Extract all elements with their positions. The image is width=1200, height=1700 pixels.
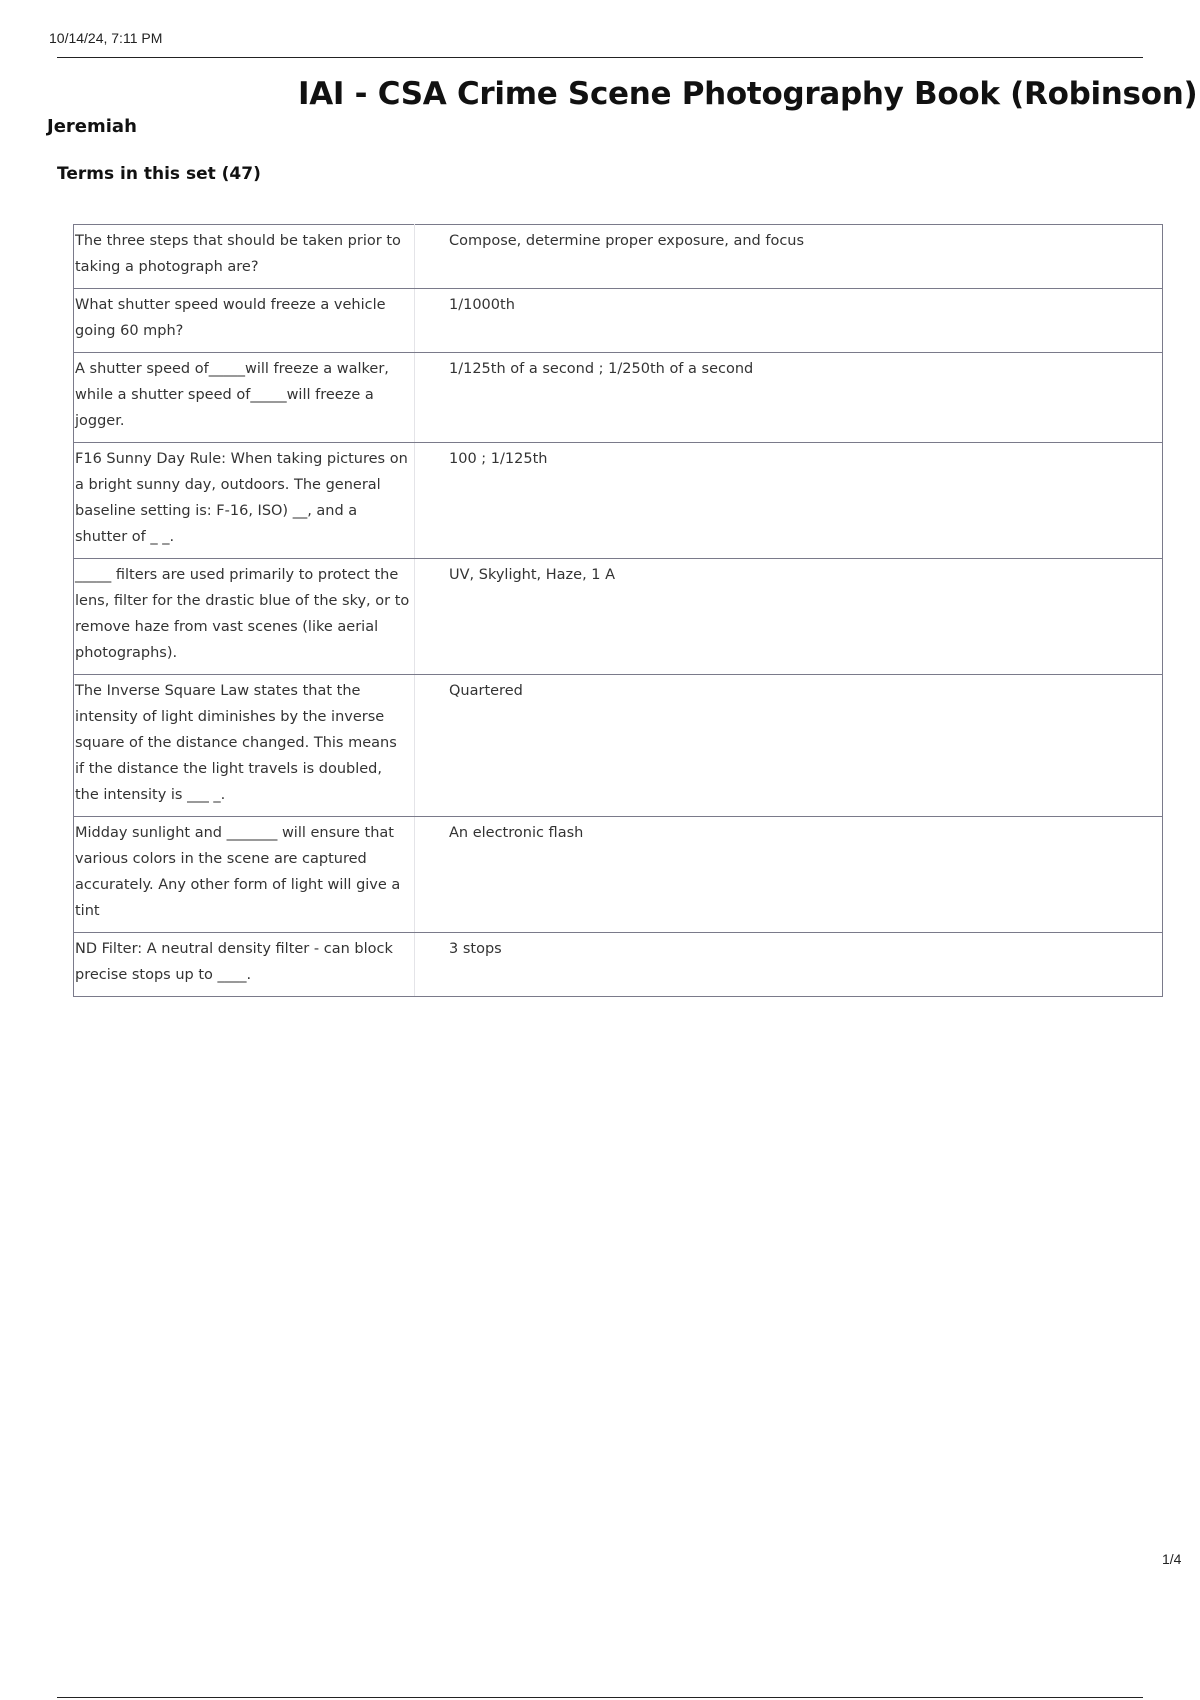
header-rule [57, 57, 1143, 58]
document-title: IAI - CSA Crime Scene Photography Book (Robinson) [298, 76, 1198, 112]
term-cell: What shutter speed would freeze a vehicle going 60 mph? [74, 289, 415, 353]
definition-cell: 3 stops [415, 933, 1163, 997]
terms-table [73, 224, 1163, 997]
terms-count-heading: Terms in this set (47) [57, 164, 261, 184]
table-row [74, 289, 1163, 353]
term-cell: _____ filters are used primarily to protect the lens, filter for the drastic blue of the sky, or to remove haze from vast scenes (like aerial photographs). [74, 559, 415, 675]
definition-cell: 1/125th of a second ; 1/250th of a second [415, 353, 1163, 443]
definition-cell: Compose, determine proper exposure, and focus [415, 225, 1163, 289]
term-cell: ND Filter: A neutral density filter - can block precise stops up to ____. [74, 933, 415, 997]
definition-cell: 100 ; 1/125th [415, 443, 1163, 559]
term-cell: The three steps that should be taken prior to taking a photograph are? [74, 225, 415, 289]
author-name: Jeremiah [47, 116, 137, 137]
definition-cell: 1/1000th [415, 289, 1163, 353]
term-cell: Midday sunlight and _______ will ensure that various colors in the scene are captured accurately. Any other form of light will give a tint [74, 817, 415, 933]
table-row [74, 559, 1163, 675]
table-row [74, 443, 1163, 559]
definition-cell: UV, Skylight, Haze, 1 A [415, 559, 1163, 675]
table-row [74, 675, 1163, 817]
term-cell: A shutter speed of_____will freeze a walker, while a shutter speed of_____will freeze a jogger. [74, 353, 415, 443]
definition-cell: An electronic flash [415, 817, 1163, 933]
definition-cell: Quartered [415, 675, 1163, 817]
term-cell: F16 Sunny Day Rule: When taking pictures on a bright sunny day, outdoors. The general baseline setting is: F-16, ISO) __, and a shutter of _ _. [74, 443, 415, 559]
page-number: 1/4 [1162, 1551, 1182, 1567]
table-row [74, 225, 1163, 289]
table-row [74, 933, 1163, 997]
term-cell: The Inverse Square Law states that the intensity of light diminishes by the inverse square of the distance changed. This means if the distance the light travels is doubled, the intensity is ___ _. [74, 675, 415, 817]
footer-rule [57, 1697, 1143, 1698]
table-row [74, 353, 1163, 443]
table-row [74, 817, 1163, 933]
print-timestamp: 10/14/24, 7:11 PM [49, 30, 163, 46]
